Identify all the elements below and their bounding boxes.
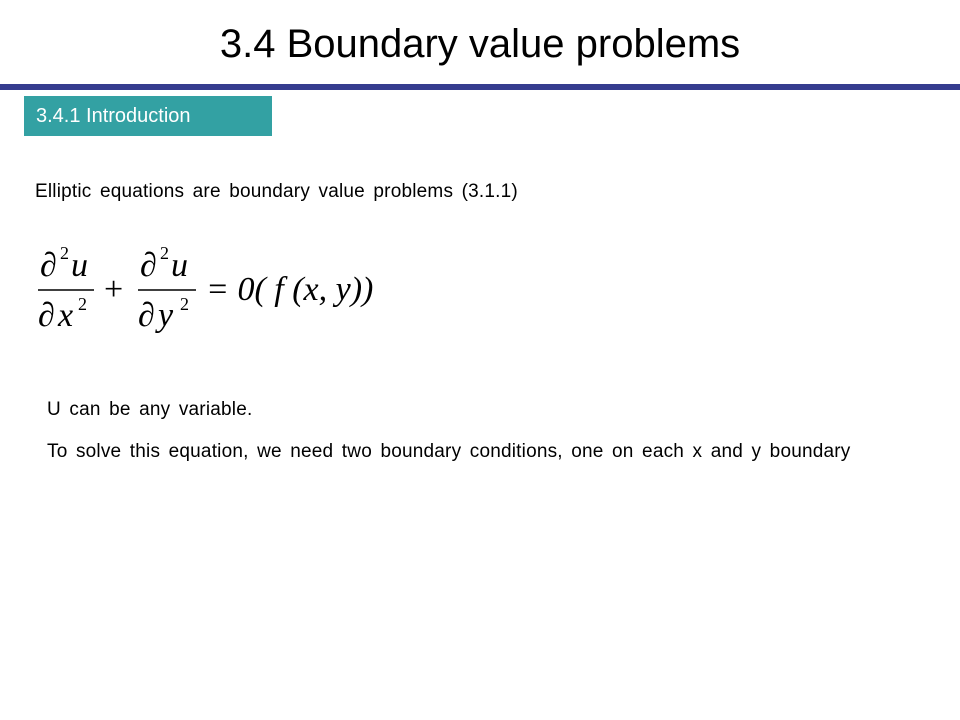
term1-den-partial: ∂ — [38, 297, 55, 334]
section-badge: 3.4.1 Introduction — [24, 96, 272, 136]
equation-term-1 — [38, 243, 94, 334]
equation-rhs: = 0( f (x, y)) — [206, 271, 374, 308]
term1-den-power: 2 — [78, 294, 87, 314]
equation-term-2 — [138, 243, 196, 334]
term1-num-power: 2 — [60, 243, 69, 263]
term2-num-power: 2 — [160, 243, 169, 263]
equation-plus: + — [104, 271, 124, 308]
term1-num-var: u — [71, 247, 88, 284]
note-boundary-conditions: To solve this equation, we need two boundary conditions, one on each x and y boundary — [47, 441, 851, 462]
laplace-equation — [30, 236, 410, 346]
term2-den-var: y — [158, 297, 174, 334]
term2-den-power: 2 — [180, 294, 189, 314]
term2-num-partial: ∂ — [140, 247, 157, 284]
term2-den-partial: ∂ — [138, 297, 155, 334]
note-variable: U can be any variable. — [47, 399, 253, 420]
term1-den-var: x — [58, 297, 74, 334]
slide-title: 3.4 Boundary value problems — [219, 22, 741, 66]
term2-num-var: u — [171, 247, 188, 284]
intro-text: Elliptic equations are boundary value problems (3.1.1) — [35, 181, 518, 202]
title-underline — [0, 84, 960, 90]
term1-num-partial: ∂ — [40, 247, 57, 284]
